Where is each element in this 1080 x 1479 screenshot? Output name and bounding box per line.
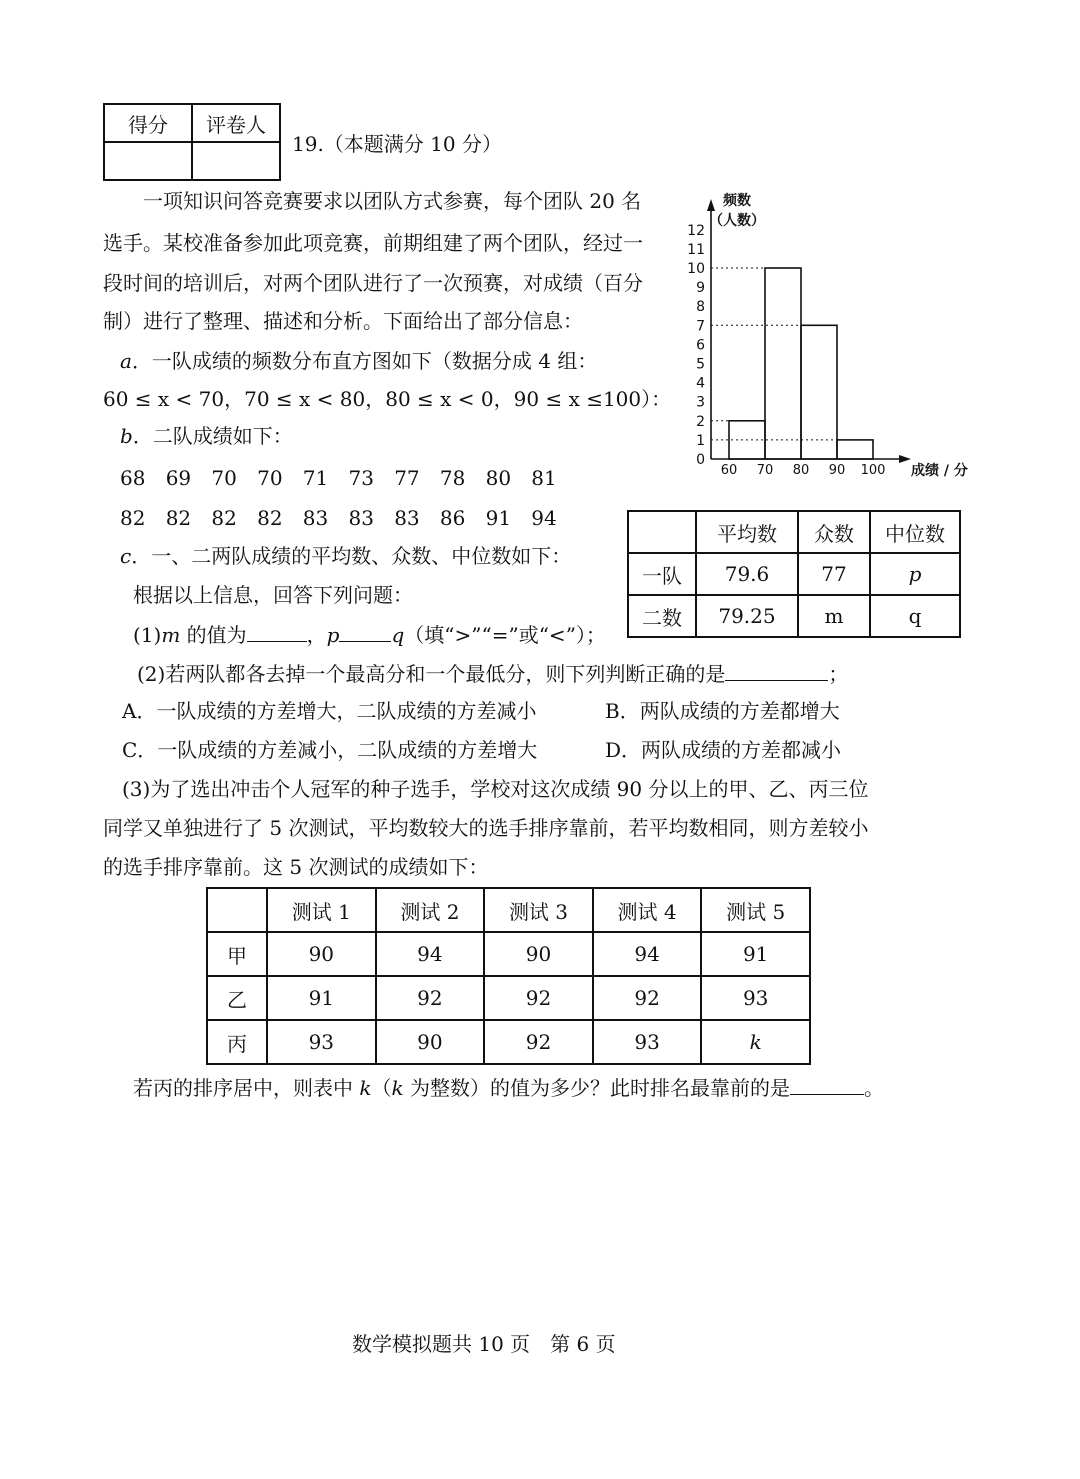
tests-header-3: 测试 3 [484, 888, 593, 932]
q1-answer-blank-1[interactable] [247, 623, 307, 642]
option-d: D．两队成绩的方差都减小 [605, 738, 842, 762]
part-b [120, 426, 293, 446]
histogram-chart [660, 185, 980, 485]
x-tick-label: 100 [860, 463, 886, 478]
team2-score: 78 [439, 466, 466, 490]
y-tick-label: 4 [696, 375, 705, 392]
y-axis-label: 频数 [723, 193, 751, 209]
stats-header-median: 中位数 [870, 511, 960, 553]
var-q: q [391, 623, 405, 647]
x-axis-label: 成绩 / 分 [911, 463, 968, 479]
var-k: k [391, 1076, 404, 1100]
y-tick-label: 3 [696, 394, 705, 411]
team2-score: 82 [257, 506, 283, 530]
y-tick-label: 2 [696, 413, 705, 430]
stats-mean: 79.25 [696, 595, 798, 637]
y-tick-label: 9 [696, 280, 705, 297]
question-3-line-1: (3)为了选出冲击个人冠军的种子选手，学校对这次成绩 90 分以上的甲、乙、丙三位 [122, 777, 869, 801]
team2-score: 83 [394, 506, 420, 530]
test-score: 94 [376, 932, 485, 976]
tests-header-empty [207, 888, 267, 932]
tests-row-jia [207, 932, 810, 976]
stats-team-label: 二数 [628, 595, 696, 637]
final-answer-blank[interactable] [790, 1076, 864, 1095]
stats-header-empty [628, 511, 696, 553]
team2-score: 68 [120, 466, 146, 490]
y-axis-label-unit: （人数） [709, 213, 765, 229]
q1-sep: ， [306, 623, 327, 647]
tests-header-row [207, 888, 810, 932]
test-score: 92 [593, 976, 702, 1020]
test-score: 90 [267, 932, 376, 976]
x-tick-label: 60 [720, 463, 738, 478]
y-tick-label: 1 [696, 432, 705, 449]
question-title: 19.（本题满分 10 分） [292, 132, 502, 156]
test-score: 92 [376, 976, 485, 1020]
question-3-line-2: 同学又单独进行了 5 次测试，平均数较大的选手排序靠前，若平均数相同，则方差较小 [103, 816, 869, 840]
q1-tail: （填“>”“=”或“<”）； [404, 623, 606, 647]
test-score: 94 [593, 932, 702, 976]
histogram-bar [765, 268, 801, 459]
part-a [120, 351, 597, 371]
question-2 [137, 662, 848, 684]
y-tick-label: 12 [687, 222, 705, 239]
part-b-text: ．二队成绩如下： [132, 424, 293, 448]
intro-line-1: 一项知识问答竞赛要求以团队方式参赛，每个团队 20 名 [143, 189, 642, 213]
grader-cell[interactable] [192, 142, 280, 180]
tests-table [206, 887, 811, 1065]
q1-prefix: (1) [133, 623, 162, 647]
q2-answer-blank[interactable] [725, 662, 828, 681]
team2-score: 82 [211, 506, 237, 530]
x-tick-label: 80 [792, 463, 810, 478]
stats-team-label: 一队 [628, 553, 696, 595]
stats-mode: 77 [798, 553, 870, 595]
final-a: 若丙的排序居中，则表中 [133, 1076, 360, 1100]
x-tick-label: 70 [756, 463, 774, 478]
tests-row-yi [207, 976, 810, 1020]
x-tick-label: 90 [828, 463, 846, 478]
test-score [701, 1020, 810, 1064]
y-tick-label: 10 [687, 261, 705, 277]
part-a-text: ．一队成绩的频数分布直方图如下（数据分成 4 组： [131, 349, 598, 373]
intro-line-2: 选手。某校准备参加此项竞赛，前期组建了两个团队，经过一 [103, 231, 643, 255]
tests-header-2: 测试 2 [376, 888, 485, 932]
option-c: C．一队成绩的方差减小，二队成绩的方差增大 [122, 738, 538, 762]
team2-score: 91 [485, 506, 512, 530]
option-a: A．一队成绩的方差增大，二队成绩的方差减小 [122, 699, 537, 723]
page-footer: 数学模拟题共 10 页 第 6 页 [352, 1332, 616, 1356]
y-tick-label: 7 [696, 318, 705, 335]
team2-score: 77 [394, 466, 420, 490]
q2-text: (2)若两队都各去掉一个最高分和一个最低分，则下列判断正确的是 [137, 662, 726, 686]
test-score: 90 [484, 932, 593, 976]
tests-row-bing [207, 1020, 810, 1064]
part-a-ranges: 60 ≤ x < 70，70 ≤ x < 80，80 ≤ x < 0，90 ≤ x ≤100）： [103, 387, 672, 411]
team2-score: 82 [165, 506, 192, 530]
stats-median: q [870, 595, 960, 637]
y-tick-label: 8 [696, 299, 705, 316]
intro-line-4: 制）进行了整理、描述和分析。下面给出了部分信息： [103, 309, 583, 333]
test-score: 90 [376, 1020, 485, 1064]
histogram-bar [801, 325, 837, 459]
part-b-letter: b [120, 424, 133, 448]
option-b: B．两队成绩的方差都增大 [605, 699, 840, 723]
y-tick-label: 11 [687, 241, 705, 258]
score-header: 得分 [104, 104, 192, 142]
histogram-bar [837, 440, 873, 459]
stats-header-row [628, 511, 960, 553]
team2-score: 81 [531, 466, 557, 490]
team2-score: 80 [485, 466, 512, 490]
part-c-text: ．一、二两队成绩的平均数、众数、中位数如下： [131, 544, 572, 568]
team2-score: 73 [348, 466, 374, 490]
team2-score: 82 [120, 506, 146, 530]
question-3-line-3: 的选手排序靠前。这 5 次测试的成绩如下： [103, 855, 489, 879]
stats-table [627, 510, 961, 638]
tests-header-1: 测试 1 [267, 888, 376, 932]
y-tick-label: 6 [696, 337, 705, 354]
stats-header-mean: 平均数 [696, 511, 798, 553]
questions-intro: 根据以上信息，回答下列问题： [133, 583, 413, 607]
part-a-letter: a [120, 349, 132, 373]
q1-answer-blank-2[interactable] [339, 623, 391, 642]
student-name: 甲 [207, 932, 267, 976]
student-name: 乙 [207, 976, 267, 1020]
var-m: m [161, 623, 181, 647]
tests-header-5: 测试 5 [701, 888, 810, 932]
y-axis-arrow [707, 199, 715, 211]
test-score: 91 [701, 932, 810, 976]
test-score: 93 [267, 1020, 376, 1064]
y-tick-label: 5 [696, 356, 705, 373]
grader-header: 评卷人 [192, 104, 280, 142]
var-p: p [908, 562, 922, 586]
stats-mean: 79.6 [696, 553, 798, 595]
test-score: 91 [267, 976, 376, 1020]
part-c [120, 546, 571, 566]
test-score: 92 [484, 976, 593, 1020]
student-name: 丙 [207, 1020, 267, 1064]
var-k: k [359, 1076, 372, 1100]
team2-score: 70 [257, 466, 283, 490]
team2-score: 94 [531, 506, 557, 530]
q1-mid: 的值为 [180, 623, 247, 647]
score-cell[interactable] [104, 142, 192, 180]
team2-score: 83 [348, 506, 374, 530]
stats-mode: m [798, 595, 870, 637]
var-k: k [749, 1030, 762, 1054]
test-score: 93 [593, 1020, 702, 1064]
y-tick-label: 0 [696, 452, 705, 468]
score-box [103, 103, 281, 181]
team2-score: 83 [302, 506, 329, 530]
stats-row-team1 [628, 553, 960, 595]
stats-row-team2 [628, 595, 960, 637]
final-c: 为整数）的值为多少？此时排名最靠前的是 [403, 1076, 790, 1100]
x-axis-arrow [899, 455, 911, 463]
q2-end: ； [828, 662, 849, 686]
team2-score: 71 [302, 466, 329, 490]
intro-line-3: 段时间的培训后，对两个团队进行了一次预赛，对成绩（百分 [103, 271, 643, 295]
test-score: 93 [701, 976, 810, 1020]
team2-score: 70 [211, 466, 237, 490]
team2-score: 86 [439, 506, 466, 530]
stats-median [870, 553, 960, 595]
test-score: 92 [484, 1020, 593, 1064]
stats-header-mode: 众数 [798, 511, 870, 553]
part-c-letter: c [120, 544, 132, 568]
var-p: p [326, 623, 340, 647]
team2-score: 69 [165, 466, 192, 490]
question-1 [133, 623, 606, 645]
final-b: （ [371, 1076, 392, 1100]
final-question [133, 1076, 884, 1098]
tests-header-4: 测试 4 [593, 888, 702, 932]
final-end: 。 [863, 1076, 884, 1100]
